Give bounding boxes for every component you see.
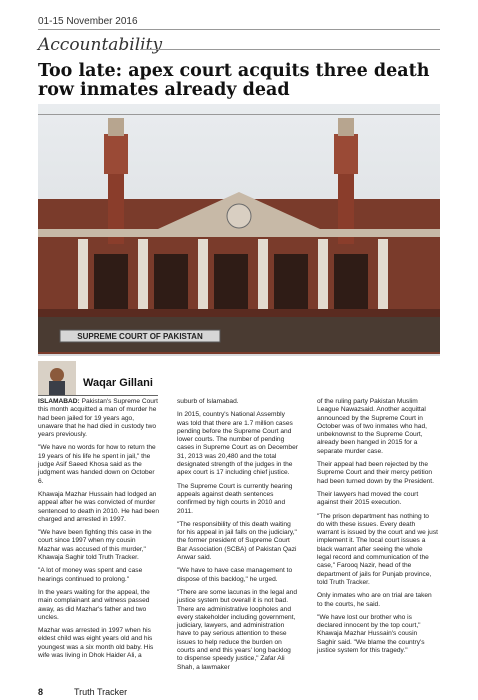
article-column-3: of the ruling party Pakistan Muslim League Nawazsaid. Another acquittal announced by the Supreme Court in October was of two inmates who had, unbeknownst to the Supreme Court, already been hanged in 2015 for a separate murder case. Their appeal had been rejected by the Supreme Court and their mercy petition had been turned down by the President. Their lawyers had moved the court against their 2015 execution. "The prison department has nothing to do with these issues. Every death warrant is issued by the court and we just implement it. The local court issues a black warrant after seeing the whole legal record and communication of the case," Farooq Nazir, head of the department of jails for Punjab province, told Truth Tracker. Only inmates who are on trial are taken to the courts, he said. "We have lost our brother who is declared innocent by the top court," Khawaja Mazhar Hussain's cousin Saghir said. "We blame the country's justice system for this tragedy." bbox=[317, 398, 438, 655]
author-divider bbox=[38, 395, 158, 396]
dateline: ISLAMABAD: bbox=[38, 398, 80, 405]
author-avatar bbox=[38, 361, 76, 395]
supreme-court-photo bbox=[38, 104, 440, 356]
header-divider bbox=[38, 29, 440, 30]
section-divider bbox=[140, 49, 440, 50]
article-column-2: suburb of Islamabad. In 2015, country's National Assembly was told that there are 1.7 million cases pending before the Supreme Court and lower courts. The number of pending cases in Supreme Court as on December 31, 2013 was 20,480 and the total designated strength of the judges in the apex court is 17 including chief justice. The Supreme Court is currently hearing appeals against death sentences confirmed by high courts in 2010 and 2011. "The responsibility of this death waiting for his appeal in jail falls on the judiciary," the former president of Supreme Court Bar Association (SCBA) of Pakistan Qazi Anwar said. "We have to have case management to dispose of this backlog," he urged. "There are some lacunas in the legal and justice system but overall it is not bad. There are administrative loopholes and every stakeholder including government, judiciary, lawyers, and administration have to pay serious attention to these issues to help reduce the burden on courts and end this years' long backlog to dispense speedy justice," Zafar Ali Shah, a lawmaker bbox=[177, 398, 298, 671]
article-headline: Too late: apex court acquits three death row inmates already dead bbox=[38, 61, 430, 100]
section-label: Accountability bbox=[38, 35, 163, 55]
photo-sign-text: SUPREME COURT OF PAKISTAN bbox=[77, 332, 203, 341]
article-column-1: ISLAMABAD: Pakistan's Supreme Court this month acquitted a man of murder he had been jailed for 19 years ago, unaware that he had died in custody two years previously. "We have no words for how to return the 19 years of his life he spent in jail," the judge Asif Saeed Khosa said as the judgment was handed down on October 6. Khawaja Mazhar Hussain had lodged an appeal after he was convicted of murder sentenced to death in 2010. He had been charged and arrested in 1997. "We have been fighting this case in the court since 1997 when my cousin Mazhar was accused of this murder," Khawaja Saghir told Truth Tracker. "A lot of money was spent and case hearings continued to prolong." In the years waiting for the appeal, the main complainant and witness passed away, as did Mazhar's father and two uncles. Mazhar was arrested in 1997 when his eldest child was eight years old and his youngest was a six month old baby. His wife was living in Dhok Haider Ali, a bbox=[38, 398, 159, 660]
issue-date: 01-15 November 2016 bbox=[38, 16, 138, 27]
author-name: Waqar Gillani bbox=[83, 377, 153, 389]
publication-name: Truth Tracker bbox=[74, 687, 128, 697]
page-number: 8 bbox=[38, 687, 44, 697]
